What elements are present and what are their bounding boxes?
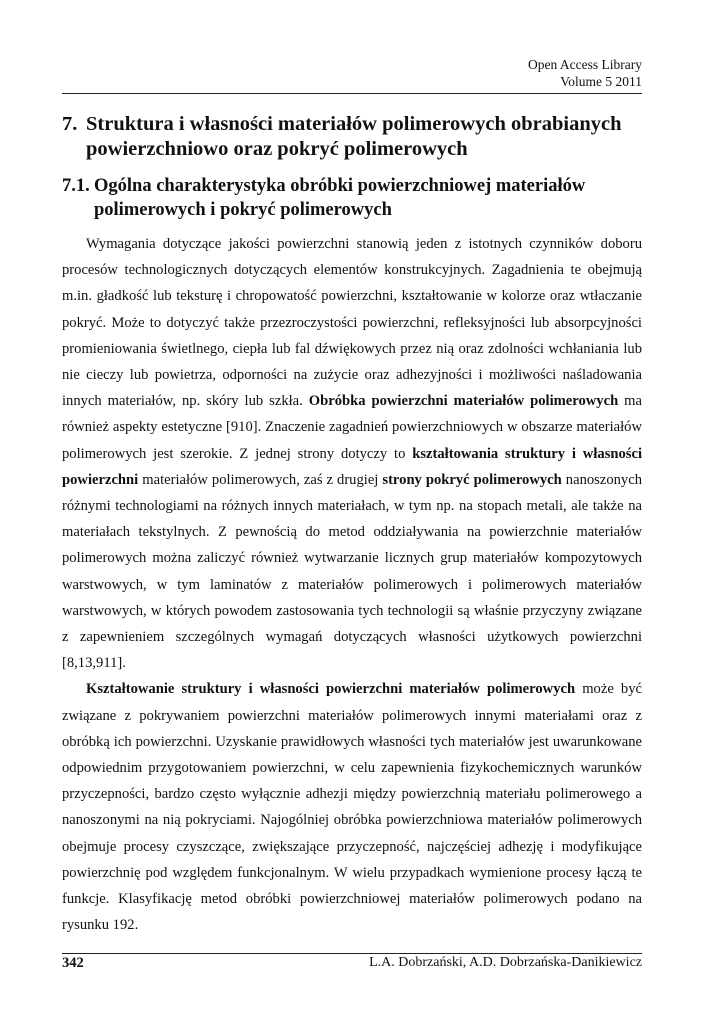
chapter-title-line2: powierzchniowo oraz pokryć polimerowych (86, 138, 468, 160)
running-head-series: Open Access Library (528, 57, 642, 72)
paragraph-1-emphasis: Obróbka powierzchni materiałów polimerowych (308, 393, 619, 410)
section-title (62, 174, 652, 222)
header-divider (62, 93, 642, 94)
paragraph-1 (62, 231, 642, 676)
footer-divider (62, 953, 642, 954)
section-title-line1: Ogólna charakterystyka obróbki powierzchniowej materiałów (94, 176, 586, 196)
paragraph-1-text: materiałów polimerowych, zaś z drugiej (138, 471, 383, 488)
chapter-number: 7. (62, 113, 78, 135)
paragraph-2-text: może być związane z pokrywaniem powierzchni materiałów polimerowych innymi materiałami oraz z obróbką ich powierzchni. Uzyskanie prawidłowych własności tych materiałów jest uwarunkowane odpowiednim przygotowaniem powierzchni, w celu zapewnienia fizykochemicznych warunków przyczepności, bardzo często wyłącznie adhezji między powierzchnią materiału polimerowego a nanoszonymi na nią pokryciami. Najogólniej obróbka powierzchniowa materiałów polimerowych obejmuje procesy czyszczące, zwiększające przyczepność, najczęściej adhezję i modyfikujące powierzchnię pod względem funkcjonalnym. W wielu przypadkach wymienione procesy łączą te funkcje. Klasyfikację metod obróbki powierzchniowej materiałów polimerowych podano na rysunku 192. (62, 681, 642, 934)
paragraph-2 (62, 676, 642, 938)
paragraph-1-emphasis: kształtowania struktury i własności powierzchni (62, 445, 642, 488)
body-text (62, 231, 642, 938)
chapter-title (62, 112, 652, 162)
running-head (528, 56, 642, 90)
paragraph-1-emphasis: strony pokryć polimerowych (382, 471, 562, 488)
section-number: 7.1. (62, 176, 90, 196)
footer-authors: L.A. Dobrzański, A.D. Dobrzańska-Danikiewicz (369, 955, 642, 970)
chapter-title-line1: Struktura i własności materiałów polimerowych obrabianych (86, 113, 622, 135)
running-head-volume: Volume 5 2011 (560, 74, 642, 89)
section-title-line2: polimerowych i pokryć polimerowych (94, 200, 392, 220)
paragraph-1-text: ma również aspekty estetyczne [910]. Znaczenie zagadnień powierzchniowych w obszarze materiałów polimerowych jest szerokie. Z jednej strony dotyczy to (62, 393, 642, 462)
page-number: 342 (62, 955, 84, 971)
paragraph-1-text: nanoszonych różnymi technologiami na różnych innych materiałach, w tym np. na stopach metali, ale także na materiałach tekstylnych. Z pewnością do metod oddziaływania na powierzchnie materiałów polimerowych można zaliczyć również wytwarzanie licznych grup materiałów kompozytowych warstwowych, w tym laminatów z materiałów polimerowych i polimerowych materiałów warstwowych, w których powodem zastosowania tych technologii są właśnie przyczyny związane z zapewnieniem szczególnych wymagań dotyczących własności użytkowych powierzchni [8,13,911]. (62, 471, 642, 672)
paragraph-2-emphasis: Kształtowanie struktury i własności powierzchni materiałów polimerowych (86, 681, 576, 698)
paragraph-1-text: Wymagania dotyczące jakości powierzchni stanowią jeden z istotnych czynników doboru procesów technologicznych dotyczących elementów konstrukcyjnych. Zagadnienia te obejmują m.in. gładkość lub teksturę i chropowatość powierzchni, kształtowanie w kolorze oraz wtłaczanie pokryć. Może to dotyczyć także przezroczystości powierzchni, refleksyjności lub absorpcyjności promieniowania świetlnego, ciepła lub fal dźwiękowych przez nią oraz zdolności wchłaniania lub nie cieczy lub powietrza, odporności na zużycie oraz adhezyjności i możliwości naśladowania innych materiałów, np. skóry lub szkła. (62, 236, 642, 410)
